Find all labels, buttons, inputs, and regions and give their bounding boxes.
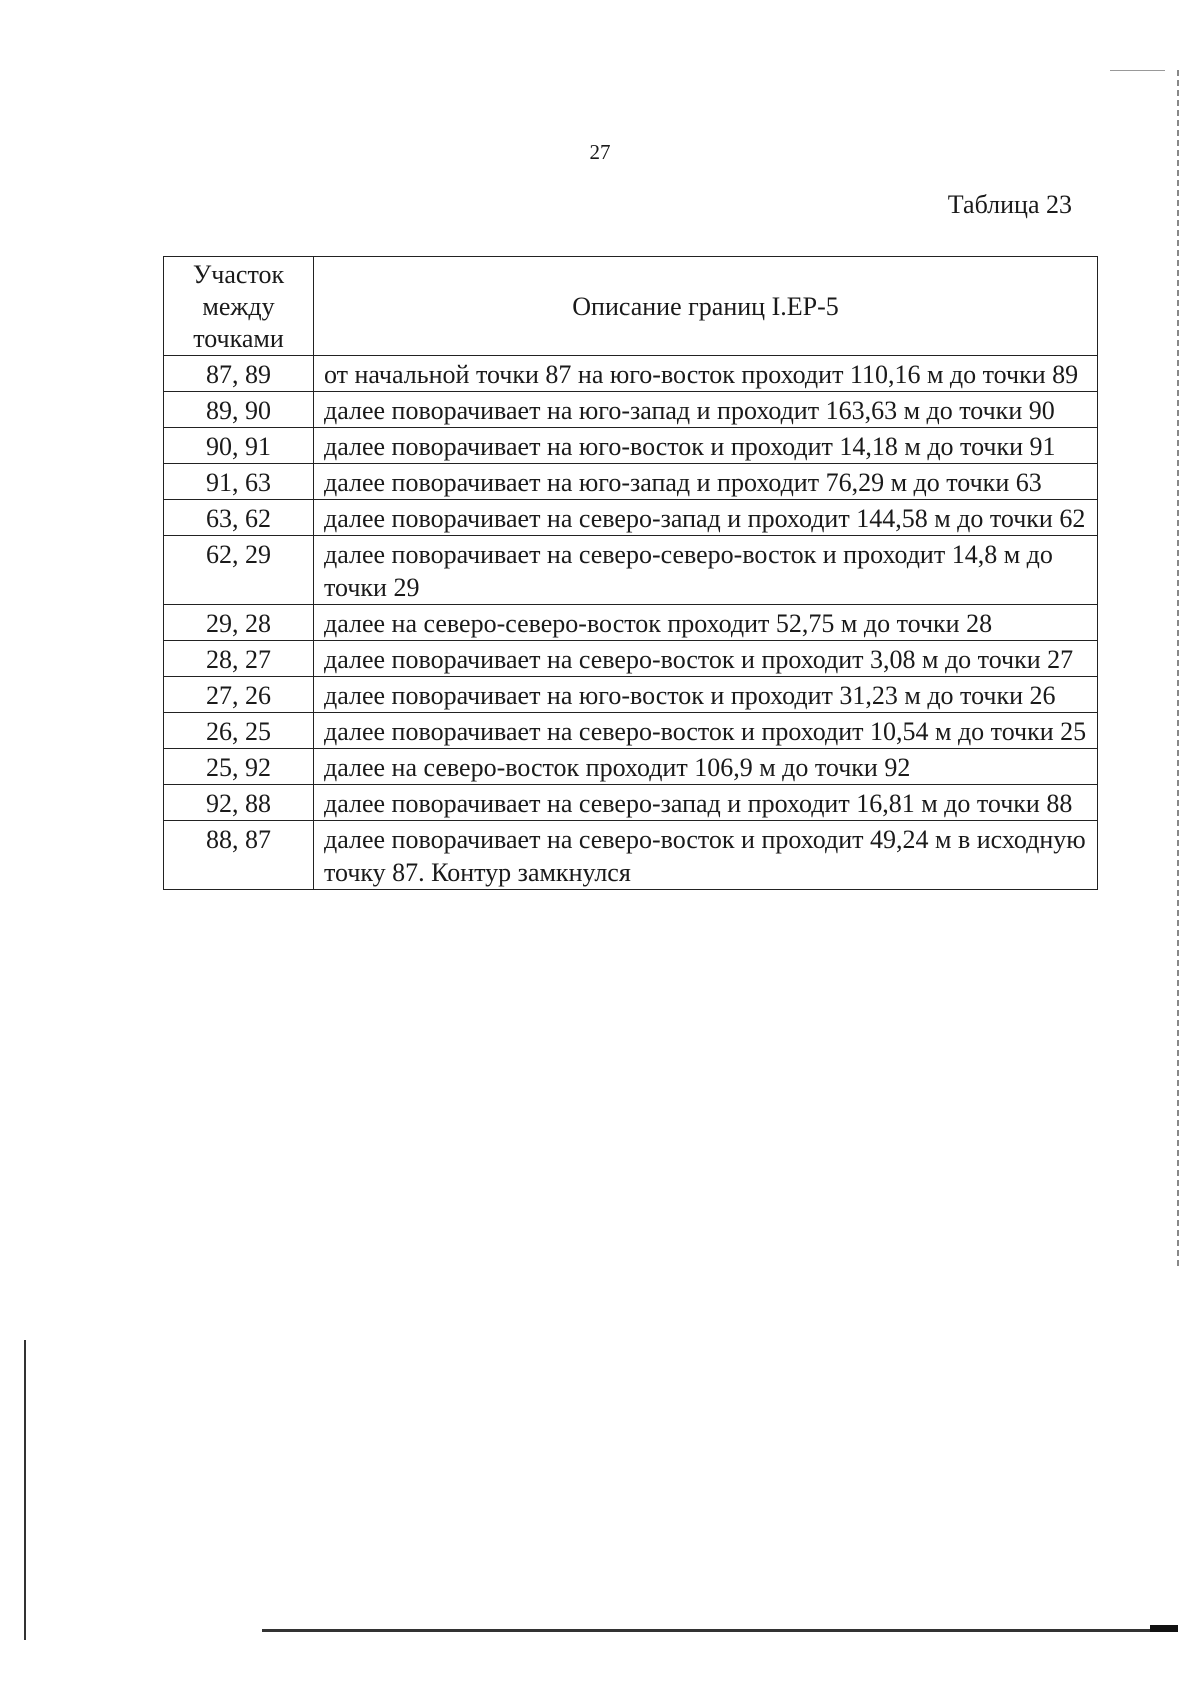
table-row: [164, 428, 1098, 464]
row-points: 29, 28: [164, 605, 314, 641]
row-points: 88, 87: [164, 821, 314, 890]
table-row: [164, 821, 1098, 890]
row-description: далее поворачивает на северо-восток и проходит 3,08 м до точки 27: [314, 641, 1098, 677]
table-header-row: [164, 257, 1098, 356]
scan-edge-bottom-mark: [1150, 1625, 1178, 1632]
row-points: 90, 91: [164, 428, 314, 464]
row-points: 25, 92: [164, 749, 314, 785]
row-description: далее поворачивает на юго-восток и проходит 14,18 м до точки 91: [314, 428, 1098, 464]
scan-edge-right: [1177, 70, 1179, 1270]
row-points: 91, 63: [164, 464, 314, 500]
row-description: далее на северо-восток проходит 106,9 м до точки 92: [314, 749, 1098, 785]
table-row: [164, 356, 1098, 392]
header-points-line: Участок: [192, 260, 285, 289]
row-points: 63, 62: [164, 500, 314, 536]
table-row: [164, 713, 1098, 749]
table-row: [164, 500, 1098, 536]
row-points: 26, 25: [164, 713, 314, 749]
row-description: далее поворачивает на северо-северо-восток и проходит 14,8 м до точки 29: [314, 536, 1098, 605]
row-points: 28, 27: [164, 641, 314, 677]
scan-edge-bottom: [262, 1629, 1176, 1632]
page-number: 27: [589, 140, 611, 164]
table-row: [164, 641, 1098, 677]
scan-mark: [1110, 70, 1165, 71]
row-description: далее поворачивает на северо-восток и проходит 49,24 м в исходную точку 87. Контур замкнулся: [314, 821, 1098, 890]
row-description: далее на северо-северо-восток проходит 52,75 м до точки 28: [314, 605, 1098, 641]
table-row: [164, 536, 1098, 605]
row-description: далее поворачивает на юго-восток и проходит 31,23 м до точки 26: [314, 677, 1098, 713]
boundary-table: [163, 256, 1098, 890]
table-row: [164, 785, 1098, 821]
header-points-line: между: [202, 292, 275, 321]
table-row: [164, 749, 1098, 785]
row-points: 87, 89: [164, 356, 314, 392]
table-row: [164, 677, 1098, 713]
row-points: 62, 29: [164, 536, 314, 605]
row-description: далее поворачивает на юго-запад и проходит 76,29 м до точки 63: [314, 464, 1098, 500]
row-description: далее поворачивает на северо-запад и проходит 144,58 м до точки 62: [314, 500, 1098, 536]
header-points-line: точками: [193, 324, 284, 353]
row-points: 92, 88: [164, 785, 314, 821]
row-points: 89, 90: [164, 392, 314, 428]
row-points: 27, 26: [164, 677, 314, 713]
table-row: [164, 605, 1098, 641]
header-description: Описание границ I.EP-5: [314, 257, 1098, 356]
row-description: далее поворачивает на северо-запад и проходит 16,81 м до точки 88: [314, 785, 1098, 821]
table-caption: Таблица 23: [947, 190, 1072, 219]
table-row: [164, 464, 1098, 500]
row-description: далее поворачивает на юго-запад и проходит 163,63 м до точки 90: [314, 392, 1098, 428]
row-description: далее поворачивает на северо-восток и проходит 10,54 м до точки 25: [314, 713, 1098, 749]
scan-edge-left: [24, 1340, 26, 1640]
header-points: [164, 257, 314, 356]
row-description: от начальной точки 87 на юго-восток проходит 110,16 м до точки 89: [314, 356, 1098, 392]
table-row: [164, 392, 1098, 428]
